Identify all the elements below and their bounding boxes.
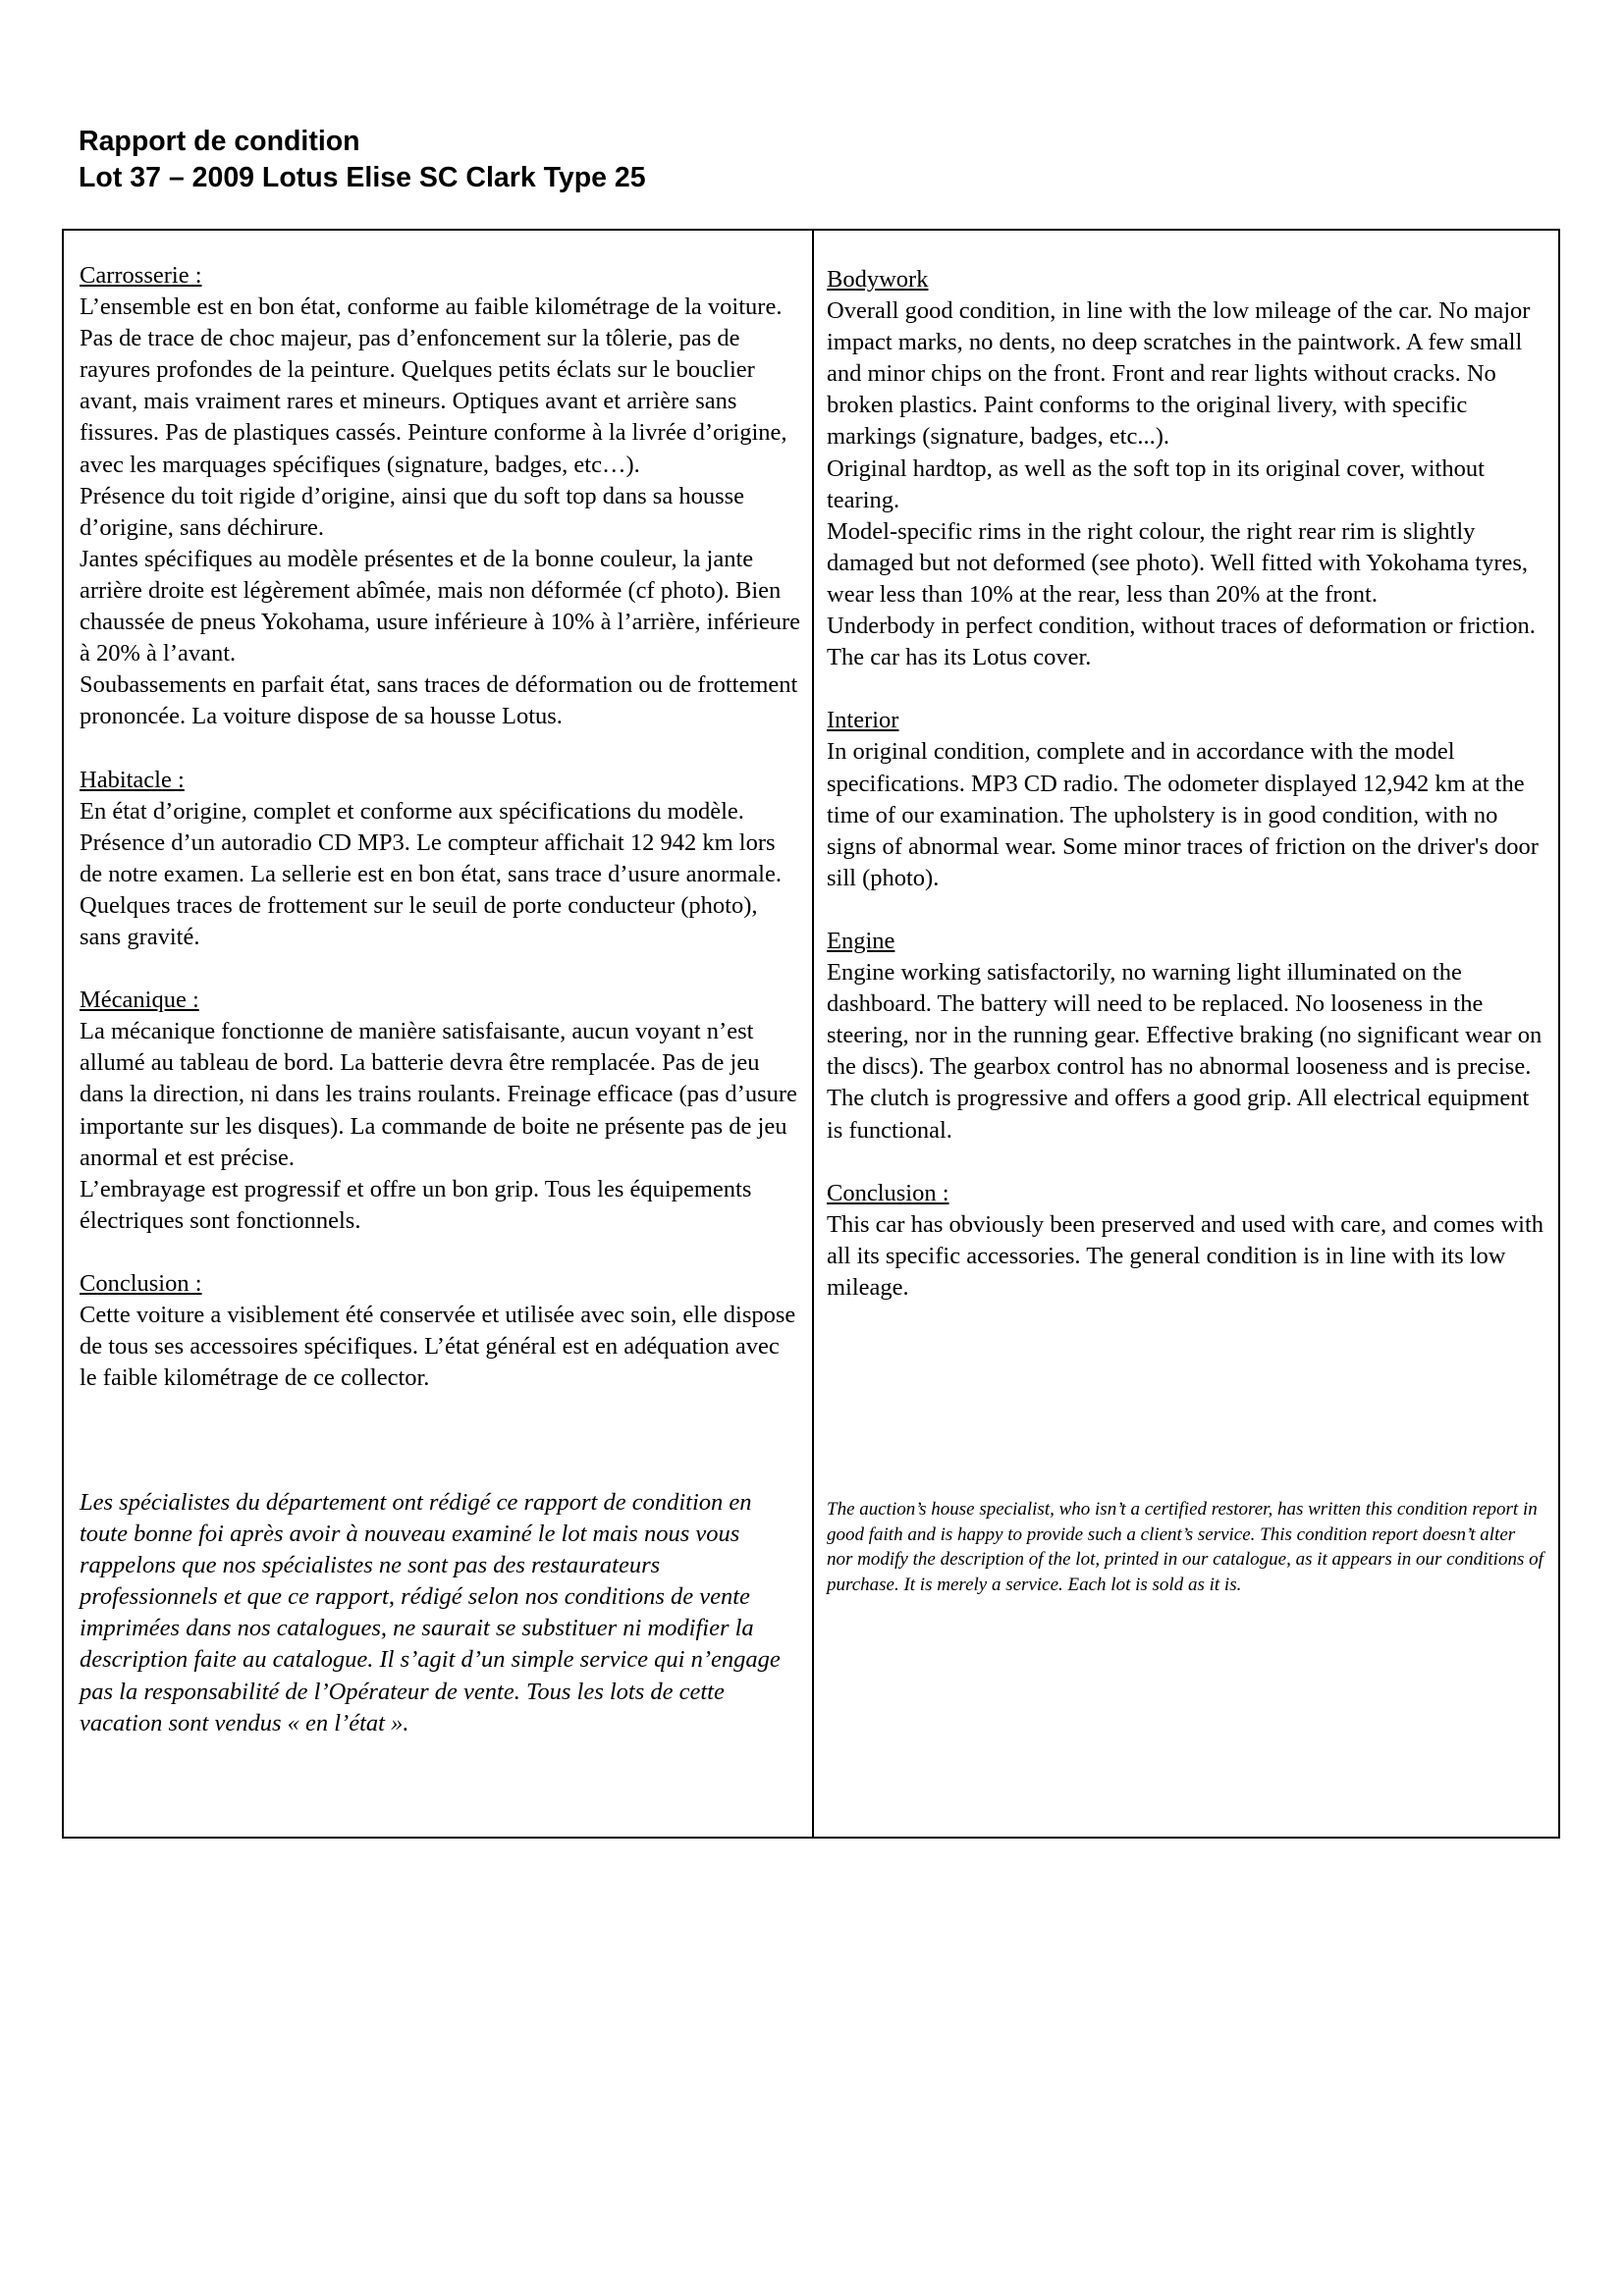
- section-heading: Habitacle :: [80, 766, 185, 793]
- report-title: Rapport de condition: [79, 126, 360, 157]
- report-header: [79, 124, 646, 196]
- section-paragraph: Cette voiture a visiblement été conservée et utilisée avec soin, elle dispose de tous ses accessoires spécifiques. L’état général est en adéquation avec le faible kilométrage de ce collector.: [80, 1302, 796, 1392]
- section-paragraph: This car has obviously been preserved and used with care, and comes with all its specific accessories. The general condition is in line with its low mileage.: [827, 1210, 1544, 1301]
- section-paragraph: L’embrayage est progressif et offre un bon grip. Tous les équipements électriques sont fonctionnels.: [80, 1175, 752, 1234]
- section-paragraph: Soubassements en parfait état, sans traces de déformation ou de frottement prononcée. La voiture dispose de sa housse Lotus.: [80, 671, 798, 730]
- section-mecanique: [80, 985, 802, 1237]
- section-heading: Engine: [827, 927, 895, 954]
- section-heading: Bodywork: [827, 266, 929, 293]
- section-paragraph: Model-specific rims in the right colour, the right rear rim is slightly damaged but not deformed (see photo). Well fitted with Yokohama tyres, wear less than 10% at the rear, less than 20% at the front.: [827, 517, 1529, 608]
- section-paragraph: Présence du toit rigide d’origine, ainsi que du soft top dans sa housse d’origine, sans déchirure.: [80, 482, 745, 541]
- english-disclaimer: The auction’s house specialist, who isn’t a certified restorer, has written this condition report in good faith and is happy to provide such a client’s service. This condition report doesn’t alter nor modify the description of the lot, printed in our catalogue, as it appears in our conditions of purchase. It is merely a service. Each lot is sold as it is.: [827, 1499, 1543, 1595]
- section-conclusion-en: [827, 1178, 1548, 1304]
- section-paragraph: L’ensemble est en bon état, conforme au faible kilométrage de la voiture. Pas de trace de choc majeur, pas d’enfoncement sur la tôlerie, pas de rayures profondes de la peinture. Quelques petits éclats sur le bouclier avant, mais vraiment rares et mineurs. Optiques avant et arrière sans fissures. Pas de plastiques cassés. Peinture conforme à la livrée d’origine, avec les marquages spécifiques (signature, badges, etc…).: [80, 294, 787, 478]
- section-paragraph: Overall good condition, in line with the low mileage of the car. No major impact marks, no dents, no deep scratches in the paintwork. A few small and minor chips on the front. Front and rear lights without cracks. No broken plastics. Paint conforms to the original livery, with specific markings (signature, badges, etc...).: [827, 297, 1531, 451]
- section-habitacle: [80, 765, 802, 954]
- section-paragraph: La mécanique fonctionne de manière satisfaisante, aucun voyant n’est allumé au tableau de bord. La batterie devra être remplacée. Pas de jeu dans la direction, ni dans les trains roulants. Freinage efficace (pas d’usure importante sur les disques). La commande de boite ne présente pas de jeu anormal et est précise.: [80, 1018, 797, 1171]
- section-carrosserie: [80, 260, 802, 732]
- section-paragraph: Original hardtop, as well as the soft top in its original cover, without tearing.: [827, 454, 1485, 513]
- section-conclusion-fr: [80, 1268, 802, 1394]
- french-column: [80, 260, 802, 1425]
- column-divider: [812, 231, 814, 1837]
- section-paragraph: Underbody in perfect condition, without traces of deformation or friction. The car has its Lotus cover.: [827, 613, 1536, 671]
- section-interior: [827, 705, 1548, 894]
- section-heading: Mécanique :: [80, 987, 199, 1014]
- section-paragraph: Jantes spécifiques au modèle présentes et de la bonne couleur, la jante arrière droite est légèrement abîmée, mais non déformée (cf photo). Bien chaussée de pneus Yokohama, usure inférieure à 10% à l’arrière, inférieure à 20% à l’avant.: [80, 545, 801, 667]
- section-paragraph: En état d’origine, complet et conforme aux spécifications du modèle. Présence d’un autoradio CD MP3. Le compteur affichait 12 942 km lors de notre examen. La sellerie est en bon état, sans trace d’usure anormale. Quelques traces de frottement sur le seuil de porte conducteur (photo), sans gravité.: [80, 797, 782, 950]
- section-paragraph: Engine working satisfactorily, no warning light illuminated on the dashboard. The battery will need to be replaced. No looseness in the steering, nor in the running gear. Effective braking (no significant wear on the discs). The gearbox control has no abnormal looseness and is precise. The clutch is progressive and offers a good grip. All electrical equipment is functional.: [827, 959, 1543, 1144]
- section-bodywork: [827, 264, 1548, 673]
- section-heading: Interior: [827, 707, 899, 734]
- french-disclaimer: Les spécialistes du département ont rédigé ce rapport de condition en toute bonne foi après avoir à nouveau examiné le lot mais nous vous rappelons que nos spécialistes ne sont pas des restaurateurs professionnels et que ce rapport, rédigé selon nos conditions de vente imprimées dans nos catalogues, ne saurait se substituer ni modifier la description faite au catalogue. Il s’agit d’un simple service qui n’engage pas la responsabilité de l’Opérateur de vente. Tous les lots de cette vacation sont vendus « en l’état ».: [80, 1489, 781, 1736]
- section-heading: Conclusion :: [827, 1179, 949, 1206]
- condition-report-table: [62, 229, 1560, 1839]
- section-engine: [827, 926, 1548, 1147]
- section-paragraph: In original condition, complete and in accordance with the model specifications. MP3 CD radio. The odometer displayed 12,942 km at the time of our examination. The upholstery is in good condition, with no signs of abnormal wear. Some minor traces of friction on the driver's door sill (photo).: [827, 738, 1539, 891]
- lot-subtitle: Lot 37 – 2009 Lotus Elise SC Clark Type 25: [79, 162, 646, 193]
- section-heading: Carrosserie :: [80, 262, 202, 289]
- section-heading: Conclusion :: [80, 1270, 202, 1297]
- english-column: [827, 264, 1548, 1335]
